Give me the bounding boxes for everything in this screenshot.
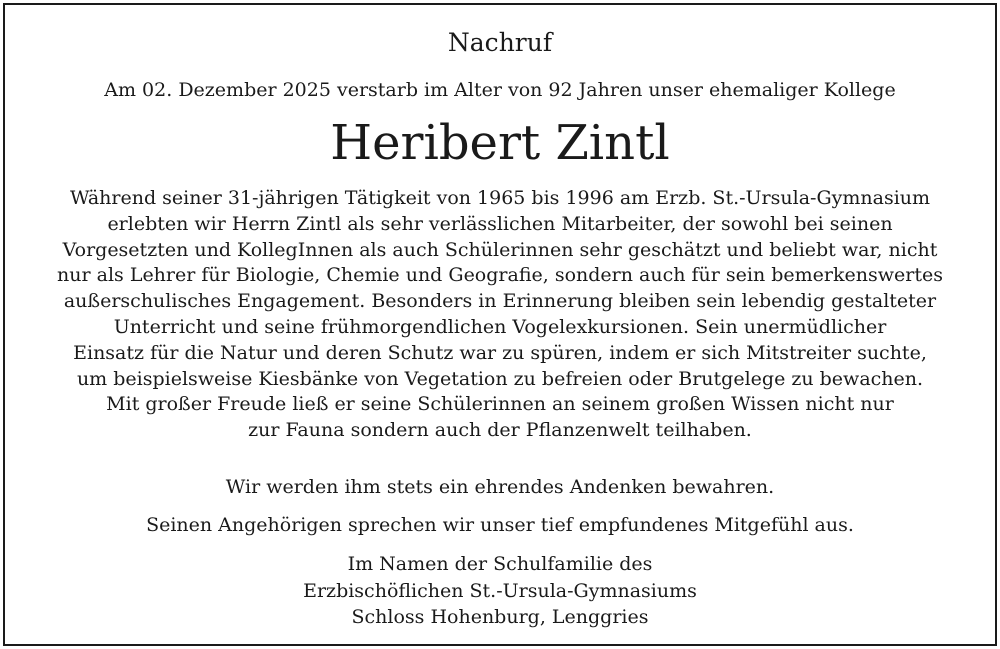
tribute-line: um beispielsweise Kiesbänke von Vegetation zu befreien oder Brutgelege zu bewachen. (76, 367, 924, 390)
tribute-line: Einsatz für die Natur und deren Schutz war zu spüren, indem er sich Mitstreiter suchte, (73, 341, 927, 364)
tribute-line: außerschulisches Engagement. Besonders in Erinnerung bleiben sein lebendig gestalteter (63, 290, 937, 313)
tribute-line: nur als Lehrer für Biologie, Chemie und Geografie, sondern auch für sein bemerkenswertes (57, 264, 943, 287)
tribute-line: erlebten wir Herrn Zintl als sehr verlässlichen Mitarbeiter, der sowohl bei seinen (107, 212, 893, 235)
signature-line: Im Namen der Schulfamilie des (347, 553, 653, 575)
remembrance-line: Wir werden ihm stets ein ehrendes Andenken bewahren. (225, 476, 775, 498)
tribute-line: Mit großer Freude ließ er seine Schülerinnen an seinem großen Wissen nicht nur (106, 393, 894, 416)
tribute-line: Vorgesetzten und KollegInnen als auch Schülerinnen sehr geschätzt und beliebt war, nicht (62, 238, 938, 261)
condolence-line: Seinen Angehörigen sprechen wir unser tief empfundenes Mitgefühl aus. (146, 514, 854, 536)
signature-line: Erzbischöflichen St.-Ursula-Gymnasiums (303, 579, 697, 602)
tribute-paragraph (0, 186, 1000, 444)
signature-block (0, 551, 1000, 631)
notice-heading: Nachruf (447, 28, 553, 57)
tribute-line: zur Fauna sondern auch der Pflanzenwelt teilhaben. (248, 419, 752, 442)
tribute-line: Unterricht und seine frühmorgendlichen Vogelexkursionen. Sein unermüdlicher (113, 315, 887, 338)
intro-line: Am 02. Dezember 2025 verstarb im Alter von 92 Jahren unser ehemaliger Kollege (104, 79, 896, 101)
deceased-name: Heribert Zintl (330, 115, 670, 171)
signature-line: Schloss Hohenburg, Lenggries (351, 606, 649, 628)
tribute-line: Während seiner 31-jährigen Tätigkeit von 1965 bis 1996 am Erzb. St.-Ursula-Gymnasium (69, 187, 931, 209)
